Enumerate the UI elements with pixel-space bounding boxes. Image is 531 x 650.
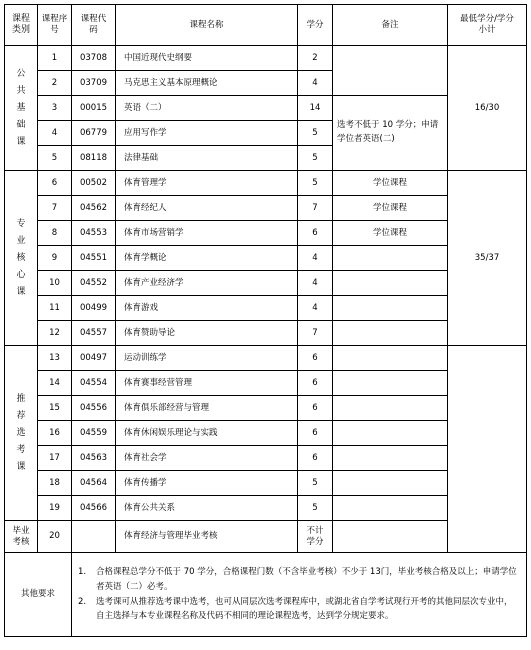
course-note bbox=[333, 496, 448, 521]
course-code: 04559 bbox=[72, 421, 116, 446]
requirement-text: 选考课可从推荐选考课中选考，也可从同层次选考课程库中，或湖北省自学考试现行开考的其他同层次专业中，自主选择与本专业课程名称及代码不相同的理论课程选考，达到学分规定要求。 bbox=[96, 596, 513, 622]
graduation-name: 体育经济与管理毕业考核 bbox=[116, 521, 298, 553]
course-credit: 6 bbox=[298, 446, 333, 471]
course-name: 体育传播学 bbox=[116, 471, 298, 496]
course-name: 体育赛事经营管理 bbox=[116, 371, 298, 396]
graduation-seq: 20 bbox=[38, 521, 72, 553]
course-seq: 13 bbox=[38, 346, 72, 371]
course-note bbox=[333, 396, 448, 421]
header-category: 课程类别 bbox=[5, 5, 38, 46]
course-code: 04553 bbox=[72, 221, 116, 246]
course-note bbox=[333, 296, 448, 321]
course-seq: 14 bbox=[38, 371, 72, 396]
course-name: 运动训练学 bbox=[116, 346, 298, 371]
course-note bbox=[333, 321, 448, 346]
course-credit: 14 bbox=[298, 96, 333, 121]
requirement-item bbox=[78, 565, 518, 595]
course-note bbox=[333, 271, 448, 296]
course-name: 体育俱乐部经营与管理 bbox=[116, 396, 298, 421]
course-name: 体育产业经济学 bbox=[116, 271, 298, 296]
category-label: 推荐选考课 bbox=[16, 393, 26, 472]
course-credit: 4 bbox=[298, 271, 333, 296]
course-code: 00502 bbox=[72, 171, 116, 196]
course-seq: 17 bbox=[38, 446, 72, 471]
course-credit: 6 bbox=[298, 396, 333, 421]
course-name: 中国近现代史纲要 bbox=[116, 46, 298, 71]
course-seq: 16 bbox=[38, 421, 72, 446]
course-code: 00015 bbox=[72, 96, 116, 121]
course-seq: 4 bbox=[38, 121, 72, 146]
credit-summary: 35/37 bbox=[448, 171, 527, 346]
graduation-credit bbox=[298, 521, 333, 553]
course-code: 04557 bbox=[72, 321, 116, 346]
course-seq: 5 bbox=[38, 146, 72, 171]
category-label: 公共基础课 bbox=[16, 68, 26, 147]
requirement-number: 2. bbox=[78, 596, 87, 607]
course-seq: 2 bbox=[38, 71, 72, 96]
course-code: 03708 bbox=[72, 46, 116, 71]
course-name: 体育管理学 bbox=[116, 171, 298, 196]
header-credit: 学分 bbox=[298, 5, 333, 46]
course-note: 学位课程 bbox=[333, 221, 448, 246]
course-code: 04552 bbox=[72, 271, 116, 296]
course-credit: 7 bbox=[298, 321, 333, 346]
course-note bbox=[333, 346, 448, 371]
course-code: 00497 bbox=[72, 346, 116, 371]
course-note bbox=[333, 471, 448, 496]
course-code: 04564 bbox=[72, 471, 116, 496]
course-code: 04551 bbox=[72, 246, 116, 271]
graduation-label bbox=[5, 521, 38, 553]
course-credit: 6 bbox=[298, 346, 333, 371]
course-name: 法律基础 bbox=[116, 146, 298, 171]
course-name: 体育学概论 bbox=[116, 246, 298, 271]
course-seq: 3 bbox=[38, 96, 72, 121]
header-note: 备注 bbox=[333, 5, 448, 46]
requirement-text: 合格课程总学分不低于 70 学分，合格课程门数（不含毕业考核）不少于 13门，毕业考核合格及以上；申请学位者英语（二）必考。 bbox=[96, 566, 517, 592]
course-seq: 6 bbox=[38, 171, 72, 196]
other-requirements-label: 其他要求 bbox=[5, 553, 72, 637]
course-name: 体育休闲娱乐理论与实践 bbox=[116, 421, 298, 446]
credit-summary bbox=[448, 346, 527, 553]
course-note: 学位课程 bbox=[333, 171, 448, 196]
course-note bbox=[333, 371, 448, 396]
requirement-number: 1. bbox=[78, 566, 87, 577]
course-credit: 7 bbox=[298, 196, 333, 221]
course-name: 体育游戏 bbox=[116, 296, 298, 321]
header-name: 课程名称 bbox=[116, 5, 298, 46]
course-seq: 7 bbox=[38, 196, 72, 221]
course-credit: 5 bbox=[298, 146, 333, 171]
graduation-label-text: 毕业考核 bbox=[12, 525, 30, 547]
course-seq: 8 bbox=[38, 221, 72, 246]
category-cell bbox=[5, 171, 38, 346]
course-seq: 10 bbox=[38, 271, 72, 296]
course-seq: 15 bbox=[38, 396, 72, 421]
course-seq: 9 bbox=[38, 246, 72, 271]
graduation-code bbox=[72, 521, 116, 553]
course-code: 03709 bbox=[72, 71, 116, 96]
category-cell bbox=[5, 46, 38, 171]
course-code: 06779 bbox=[72, 121, 116, 146]
header-seq: 课程序号 bbox=[38, 5, 72, 46]
course-credit: 6 bbox=[298, 421, 333, 446]
course-credit: 5 bbox=[298, 471, 333, 496]
course-name: 体育社会学 bbox=[116, 446, 298, 471]
curriculum-table bbox=[4, 4, 527, 637]
course-code: 04562 bbox=[72, 196, 116, 221]
course-row bbox=[5, 346, 527, 371]
header-code: 课程代码 bbox=[72, 5, 116, 46]
course-code: 00499 bbox=[72, 296, 116, 321]
graduation-note bbox=[333, 521, 448, 553]
course-note bbox=[333, 246, 448, 271]
course-name: 体育公共关系 bbox=[116, 496, 298, 521]
course-seq: 11 bbox=[38, 296, 72, 321]
course-code: 08118 bbox=[72, 146, 116, 171]
course-code: 04556 bbox=[72, 396, 116, 421]
course-name: 体育市场营销学 bbox=[116, 221, 298, 246]
course-seq: 18 bbox=[38, 471, 72, 496]
requirement-item bbox=[78, 595, 518, 625]
course-seq: 19 bbox=[38, 496, 72, 521]
other-requirements-row bbox=[5, 553, 527, 637]
course-name: 体育经纪人 bbox=[116, 196, 298, 221]
course-name: 马克思主义基本原理概论 bbox=[116, 71, 298, 96]
course-note bbox=[333, 446, 448, 471]
course-credit: 5 bbox=[298, 496, 333, 521]
course-credit: 4 bbox=[298, 296, 333, 321]
course-name: 英语（二） bbox=[116, 96, 298, 121]
category-label: 专业核心课 bbox=[16, 218, 26, 297]
category-cell bbox=[5, 346, 38, 521]
course-note: 学位课程 bbox=[333, 196, 448, 221]
course-name: 应用写作学 bbox=[116, 121, 298, 146]
course-credit: 2 bbox=[298, 46, 333, 71]
merged-note: 选考不低于 10 学分；申请学位者英语(二) bbox=[333, 96, 448, 171]
credit-summary: 16/30 bbox=[448, 46, 527, 171]
graduation-credit-text: 不计学分 bbox=[306, 525, 324, 547]
course-credit: 5 bbox=[298, 121, 333, 146]
course-credit: 6 bbox=[298, 221, 333, 246]
course-name: 体育赞助导论 bbox=[116, 321, 298, 346]
header-min-credit: 最低学分/学分小计 bbox=[448, 5, 527, 46]
course-code: 04563 bbox=[72, 446, 116, 471]
course-row bbox=[5, 171, 527, 196]
course-seq: 1 bbox=[38, 46, 72, 71]
course-note bbox=[333, 421, 448, 446]
course-credit: 6 bbox=[298, 371, 333, 396]
course-row bbox=[5, 46, 527, 71]
course-code: 04554 bbox=[72, 371, 116, 396]
header-row bbox=[5, 5, 527, 46]
course-credit: 4 bbox=[298, 246, 333, 271]
other-requirements-content bbox=[72, 553, 527, 637]
course-note bbox=[333, 46, 448, 96]
course-code: 04566 bbox=[72, 496, 116, 521]
course-credit: 5 bbox=[298, 171, 333, 196]
course-seq: 12 bbox=[38, 321, 72, 346]
course-credit: 4 bbox=[298, 71, 333, 96]
